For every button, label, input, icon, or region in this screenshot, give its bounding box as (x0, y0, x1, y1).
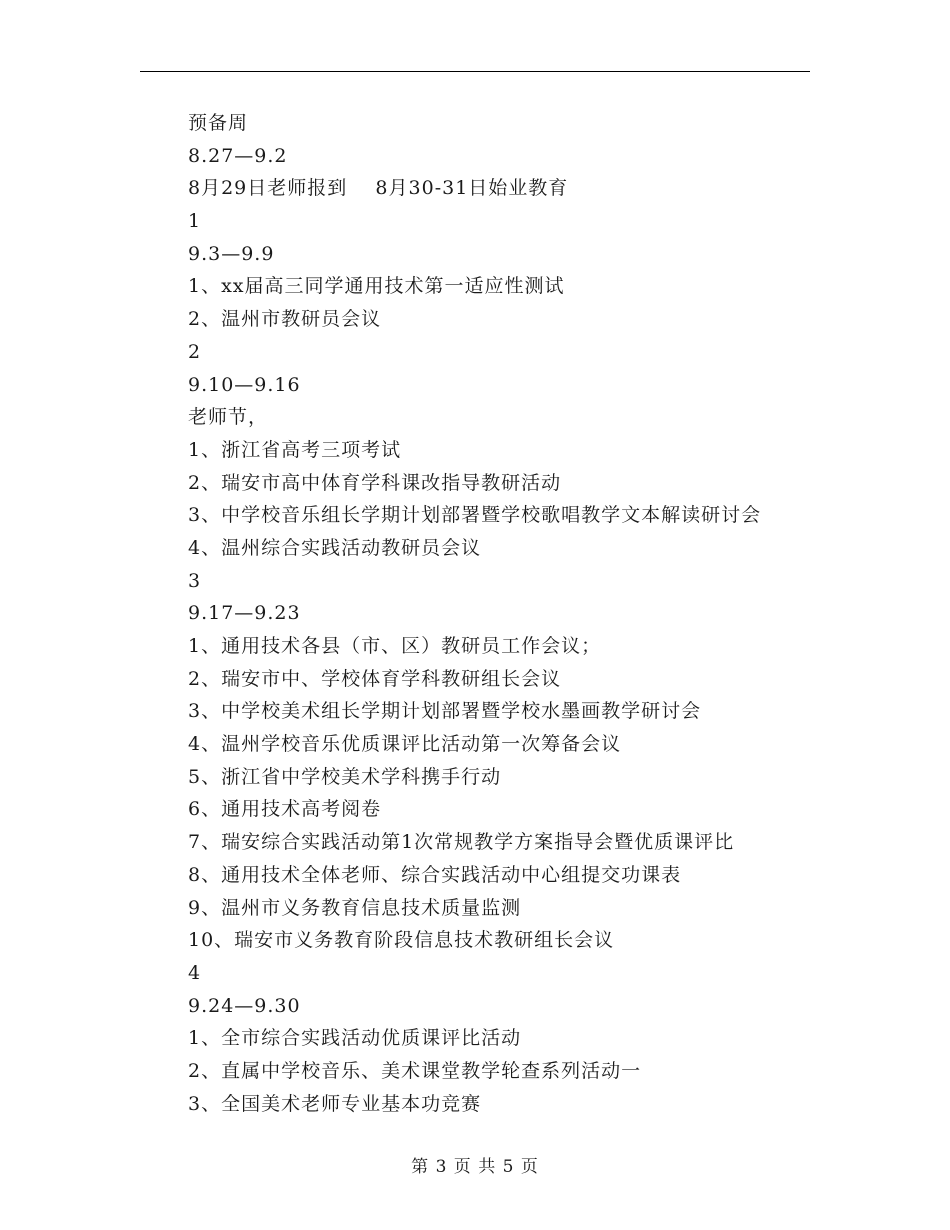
text-line: 3 (188, 569, 202, 592)
text-line: 6、通用技术高考阅卷 (188, 798, 382, 821)
text-line: 9.10—9.16 (188, 373, 301, 396)
page-footer: 第 3 页 共 5 页 (411, 1157, 539, 1177)
text-line: 9.3—9.9 (188, 242, 275, 265)
text-line: 3、中学校音乐组长学期计划部署暨学校歌唱教学文本解读研讨会 (188, 504, 762, 527)
text-line: 9、温州市义务教育信息技术质量监测 (188, 896, 522, 919)
text-line: 8.27—9.2 (188, 144, 288, 167)
text-line: 2、直属中学校音乐、美术课堂教学轮查系列活动一 (188, 1059, 642, 1082)
text-line: 预备周 (188, 112, 249, 134)
text-line: 3、中学校美术组长学期计划部署暨学校水墨画教学研讨会 (188, 700, 702, 723)
text-line: 2、温州市教研员会议 (188, 308, 382, 331)
text-line: 9.24—9.30 (188, 994, 301, 1017)
text-line: 4、温州学校音乐优质课评比活动第一次筹备会议 (188, 733, 622, 756)
text-line: 1 (188, 210, 202, 233)
text-line: 8、通用技术全体老师、综合实践活动中心组提交功课表 (188, 863, 682, 886)
text-line: 2、瑞安市高中体育学科课改指导教研活动 (188, 471, 562, 494)
text-line: 5、浙江省中学校美术学科携手行动 (188, 765, 502, 788)
text-line: 2、瑞安市中、学校体育学科教研组长会议 (188, 667, 562, 690)
text-line: 1、全市综合实践活动优质课评比活动 (188, 1027, 522, 1050)
text-line: 7、瑞安综合实践活动第1次常规教学方案指导会暨优质课评比 (188, 831, 735, 854)
header-rule (140, 71, 810, 72)
text-line: 4 (188, 961, 202, 984)
text-line: 4、温州综合实践活动教研员会议 (188, 536, 482, 559)
text-line: 2 (188, 340, 202, 363)
text-line: 10、瑞安市义务教育阶段信息技术教研组长会议 (188, 929, 615, 952)
document-body (188, 107, 828, 1120)
text-line: 1、xx届高三同学通用技术第一适应性测试 (188, 275, 565, 298)
text-line: 3、全国美术老师专业基本功竞赛 (188, 1092, 482, 1115)
text-line: 老师节， (188, 406, 269, 429)
text-line: 9.17—9.23 (188, 602, 301, 625)
text-line: 1、浙江省高考三项考试 (188, 438, 402, 461)
text-line: 1、通用技术各县（市、区）教研员工作会议； (188, 635, 602, 657)
text-line: 8月29日老师报到 8月30-31日始业教育 (188, 177, 569, 200)
